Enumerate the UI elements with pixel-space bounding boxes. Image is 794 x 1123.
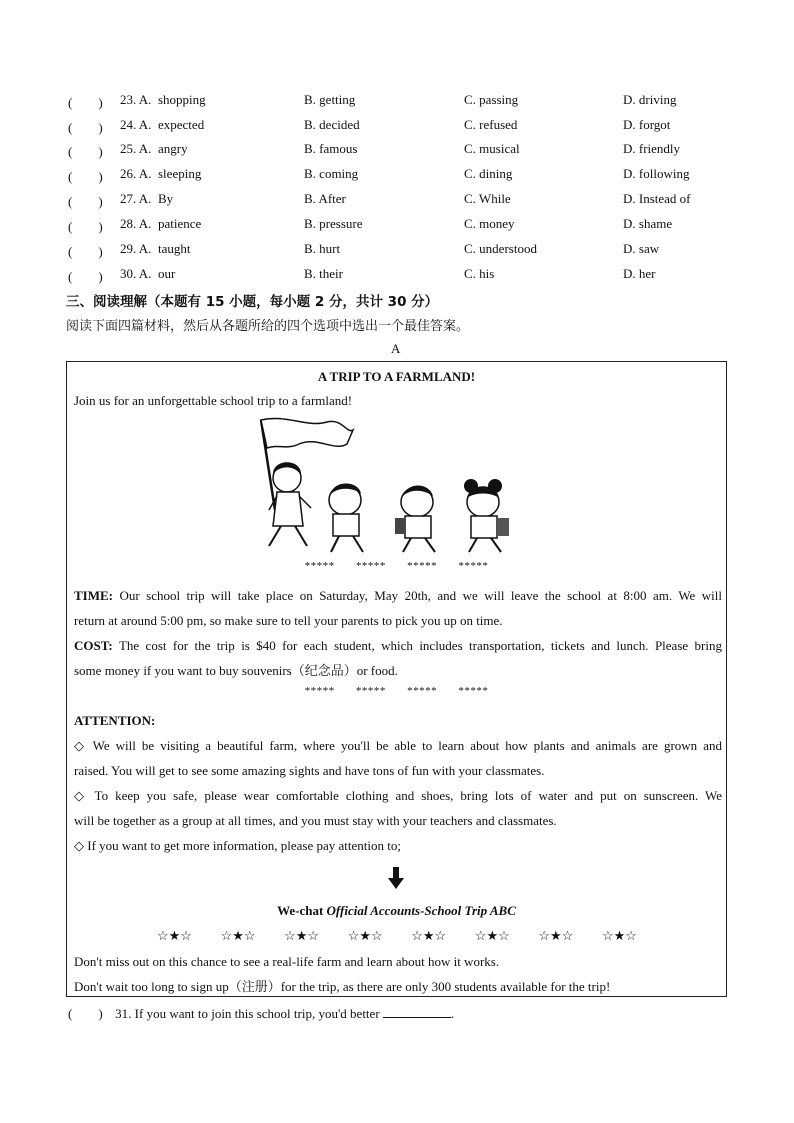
option-d: D. Instead of [623,191,691,206]
attention-1-line-1 [74,733,722,758]
wechat-account-name: Official Accounts-School Trip ABC [326,903,516,918]
option-d: D. forgot [623,117,671,132]
star-rating-icon: ☆★☆ [157,928,192,943]
option-b: B. After [304,191,346,206]
option-b: B. hurt [304,241,341,256]
option-a: angry [158,141,188,156]
trip-advertisement [66,361,727,997]
option-b: B. famous [304,141,358,156]
answer-paren[interactable]: ( ) [68,120,103,135]
question-number: 28. A. [120,216,152,231]
option-a: By [158,191,174,206]
arrow-down-icon [388,867,404,889]
separator-stars-2: ***** ***** ***** ***** [304,685,489,697]
question-31-text: 31. If you want to join this school trip, you'd better [115,1006,380,1021]
ad-intro: Join us for an unforgettable school trip to a farmland! [74,393,353,408]
question-number: 26. A. [120,166,152,181]
question-number: 27. A. [120,191,152,206]
option-a: our [158,266,176,281]
option-d: D. saw [623,241,660,256]
time-line-2: return at around 5:00 pm, so make sure to tell your parents to pick you up on time. [74,613,503,628]
ad-title: A TRIP TO A FARMLAND! [317,369,476,384]
option-a: sleeping [158,166,202,181]
answer-paren[interactable]: ( ) [68,219,103,234]
star-rating-icon: ☆★☆ [474,928,510,943]
section-title: 三、阅读理解（本题有 15 小题，每小题 2 分，共计 30 分） [66,294,439,310]
attention-2-line-1 [74,783,722,808]
answer-paren[interactable]: ( ) [68,244,103,259]
attention-3-text: If you want to get more information, please pay attention to; [87,838,401,853]
question-31-end: . [450,1006,455,1021]
star-rating-icon: ☆★☆ [411,928,447,943]
question-row-29 [68,241,738,261]
option-d: D. shame [623,216,673,231]
section-instruction: 阅读下面四篇材料，然后从各题所给的四个选项中选出一个最佳答案。 [66,319,470,334]
time-text: Our school trip will take place on Saturday, May 20th, and we will leave the school at 8:00 am. We will [119,588,723,603]
closing-line-1: Don't miss out on this chance to see a real-life farm and learn about how it works. [74,954,500,969]
option-c: C. understood [464,241,537,256]
attention-1-text: We will be visiting a beautiful farm, where you'll be able to learn about how plants and animals are grown and [92,738,722,753]
option-a: patience [158,216,202,231]
star-ratings-row [157,928,637,948]
question-row-30 [68,266,738,286]
answer-blank[interactable] [383,1005,451,1018]
diamond-bullet-icon: ◇ [74,788,88,803]
question-number: 30. A. [120,266,152,281]
passage-letter: A [391,341,401,356]
attention-3-line [74,833,722,858]
wechat-account [67,903,726,919]
answer-paren[interactable]: ( ) [68,169,103,184]
option-d: D. friendly [623,141,681,156]
diamond-bullet-icon: ◇ [74,738,87,753]
question-row-25 [68,141,738,161]
option-d: D. driving [623,92,677,107]
question-row-23 [68,92,738,112]
time-label: TIME: [74,588,113,603]
cost-label: COST: [74,638,113,653]
option-d: D. her [623,266,656,281]
option-c: C. While [464,191,511,206]
time-line-1 [74,583,722,608]
option-b: B. getting [304,92,356,107]
attention-2-text: To keep you safe, please wear comfortable clothing and shoes, bring lots of water and put on sunscreen. We [94,788,723,803]
option-b: B. decided [304,117,360,132]
option-d: D. following [623,166,690,181]
question-number: 23. A. [120,92,152,107]
option-c: C. dining [464,166,513,181]
option-a: taught [158,241,191,256]
answer-paren[interactable]: ( ) [68,194,103,209]
separator-stars: ***** ***** ***** ***** [304,560,489,572]
question-number: 25. A. [120,141,152,156]
option-c: C. musical [464,141,520,156]
option-c: C. his [464,266,495,281]
attention-2-line-2: will be together as a group at all times, and you must stay with your teachers and classmates. [74,813,557,828]
question-row-24 [68,117,738,137]
option-c: C. passing [464,92,519,107]
attention-1-line-2: raised. You will get to see some amazing sights and have tons of fun with your classmates. [74,763,545,778]
star-rating-icon: ☆★☆ [220,928,256,943]
answer-paren[interactable]: ( ) [68,269,103,284]
answer-paren[interactable]: ( ) [68,1006,103,1021]
closing-line-2: Don't wait too long to sign up（注册）for the trip, as there are only 300 students available for the trip! [74,979,611,994]
question-row-28 [68,216,738,236]
question-number: 29. A. [120,241,152,256]
star-rating-icon: ☆★☆ [284,928,320,943]
cost-line-2: some money if you want to buy souvenirs（纪念品）or food. [74,663,398,678]
option-b: B. pressure [304,216,363,231]
option-b: B. coming [304,166,359,181]
kids-marching-illustration [247,414,547,558]
answer-paren[interactable]: ( ) [68,95,103,110]
option-c: C. refused [464,117,518,132]
cost-text: The cost for the trip is $40 for each student, which includes transportation, tickets and lunch. Please bring [118,638,722,653]
option-c: C. money [464,216,515,231]
star-rating-icon: ☆★☆ [538,928,574,943]
cost-line-1 [74,633,722,658]
option-a: shopping [158,92,206,107]
option-a: expected [158,117,205,132]
wechat-prefix: We-chat [277,903,327,918]
question-number: 24. A. [120,117,152,132]
question-31 [68,1003,454,1022]
star-rating-icon: ☆★☆ [347,928,383,943]
question-row-26 [68,166,738,186]
option-b: B. their [304,266,343,281]
star-rating-icon: ☆★☆ [601,928,637,943]
attention-label: ATTENTION: [74,713,156,728]
answer-paren[interactable]: ( ) [68,144,103,159]
question-row-27 [68,191,738,211]
diamond-bullet-icon: ◇ [74,838,84,853]
